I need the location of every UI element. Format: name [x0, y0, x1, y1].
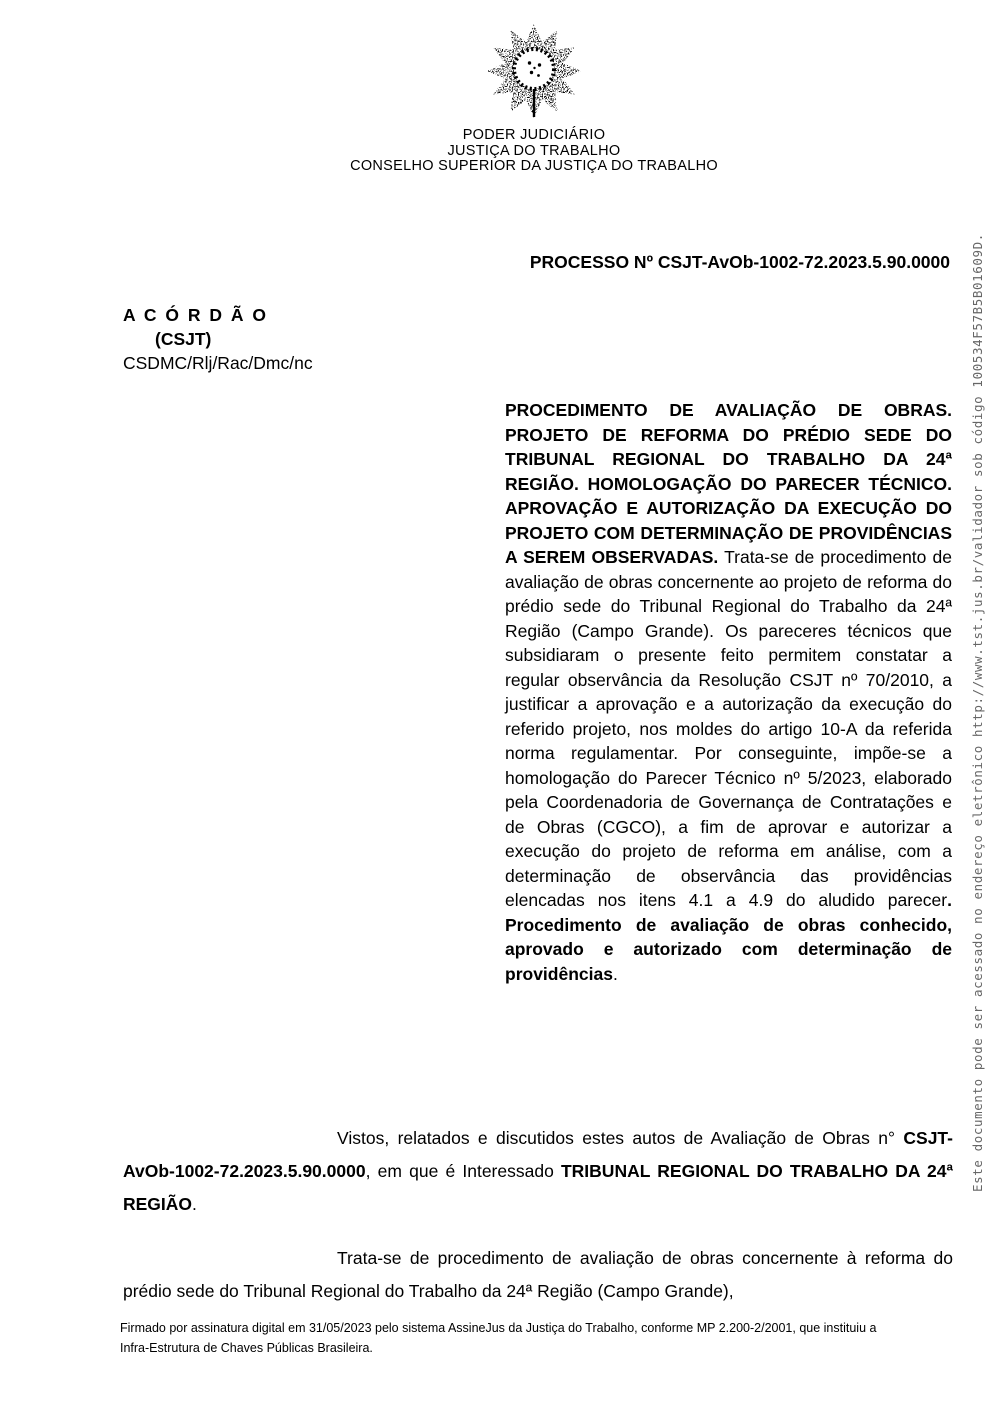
acordao-reference: CSDMC/Rlj/Rac/Dmc/nc: [123, 353, 313, 373]
acordao-title: A C Ó R D Ã O: [123, 305, 268, 325]
coat-of-arms-icon: [486, 24, 582, 126]
ementa-tail: . Procedimento de avaliação de obras conhecido, aprovado e autorizado com determinação de providências: [505, 890, 952, 984]
vistos-end: .: [192, 1194, 197, 1214]
process-number: PROCESSO Nº CSJT-AvOb-1002-72.2023.5.90.0000: [529, 252, 950, 272]
org-line-3: CONSELHO SUPERIOR DA JUSTIÇA DO TRABALHO: [350, 158, 718, 174]
signature-footer-line-1: Firmado por assinatura digital em 31/05/2023 pelo sistema AssineJus da Justiça do Trabalho, conforme MP 2.200-2/2001, que instituiu a: [120, 1321, 877, 1335]
paragraph-trata: Trata-se de procedimento de avaliação de obras concernente à reforma do prédio sede do Tribunal Regional do Trabalho da 24ª Região (Campo Grande),: [123, 1248, 953, 1301]
ementa-body: Trata-se de procedimento de avaliação de obras concernente ao projeto de reforma do prédio sede do Tribunal Regional do Trabalho da 24ª Região (Campo Grande). Os pareceres técnicos que subsidiaram o presente feito permitem constatar a regular observância da Resolução CSJT nº 70/2010, a justificar a aprovação e a autorização da execução do referido projeto, nos moldes do artigo 10-A da referida norma regulamentar. Por conseguinte, impõe-se a homologação do Parecer Técnico nº 5/2023, elaborado pela Coordenadoria de Governança de Contratações e de Obras (CGCO), a fim de aprovar e autorizar a execução do projeto de reforma em análise, com a determinação de observância das providências elencadas nos itens 4.1 a 4.9 do aludido parecer: [505, 547, 953, 910]
org-line-2: JUSTIÇA DO TRABALHO: [447, 142, 621, 159]
validation-code-text: Este documento pode ser acessado no endereço eletrônico http://www.tst.jus.br/validador sob código 100534F57B5B01609D.: [970, 233, 985, 1192]
vistos-mid: , em que é Interessado: [365, 1161, 561, 1181]
paragraph-vistos: [123, 1122, 953, 1221]
ementa-period: .: [612, 963, 618, 984]
signature-footer: [120, 1318, 965, 1358]
acordao-heading: [123, 303, 313, 375]
ementa-block: [505, 398, 952, 986]
ementa-lead: PROCEDIMENTO DE AVALIAÇÃO DE OBRAS. PROJETO DE REFORMA DO PRÉDIO SEDE DO TRIBUNAL REGIONAL DO TRABALHO DA 24ª REGIÃO. HOMOLOGAÇÃO DO PARECER TÉCNICO. APROVAÇÃO E AUTORIZAÇÃO DA EXECUÇÃO DO PROJETO COM DETERMINAÇÃO DE PROVIDÊNCIAS A SEREM OBSERVADAS.: [505, 400, 952, 567]
vistos-interested: TRIBUNAL REGIONAL DO TRABALHO DA 24ª REGIÃO: [123, 1161, 953, 1214]
vistos-case-number: CSJT-AvOb-1002-72.2023.5.90.0000: [123, 1128, 953, 1181]
header-institution: [68, 128, 1000, 175]
vistos-pre: Vistos, relatados e discutidos estes autos de Avaliação de Obras n°: [337, 1128, 904, 1148]
acordao-subtitle: (CSJT): [155, 329, 212, 349]
validation-code-note: [970, 226, 988, 1192]
org-line-1: PODER JUDICIÁRIO: [462, 127, 606, 143]
signature-footer-line-2: Infra-Estrutura de Chaves Públicas Brasileira.: [120, 1341, 373, 1355]
